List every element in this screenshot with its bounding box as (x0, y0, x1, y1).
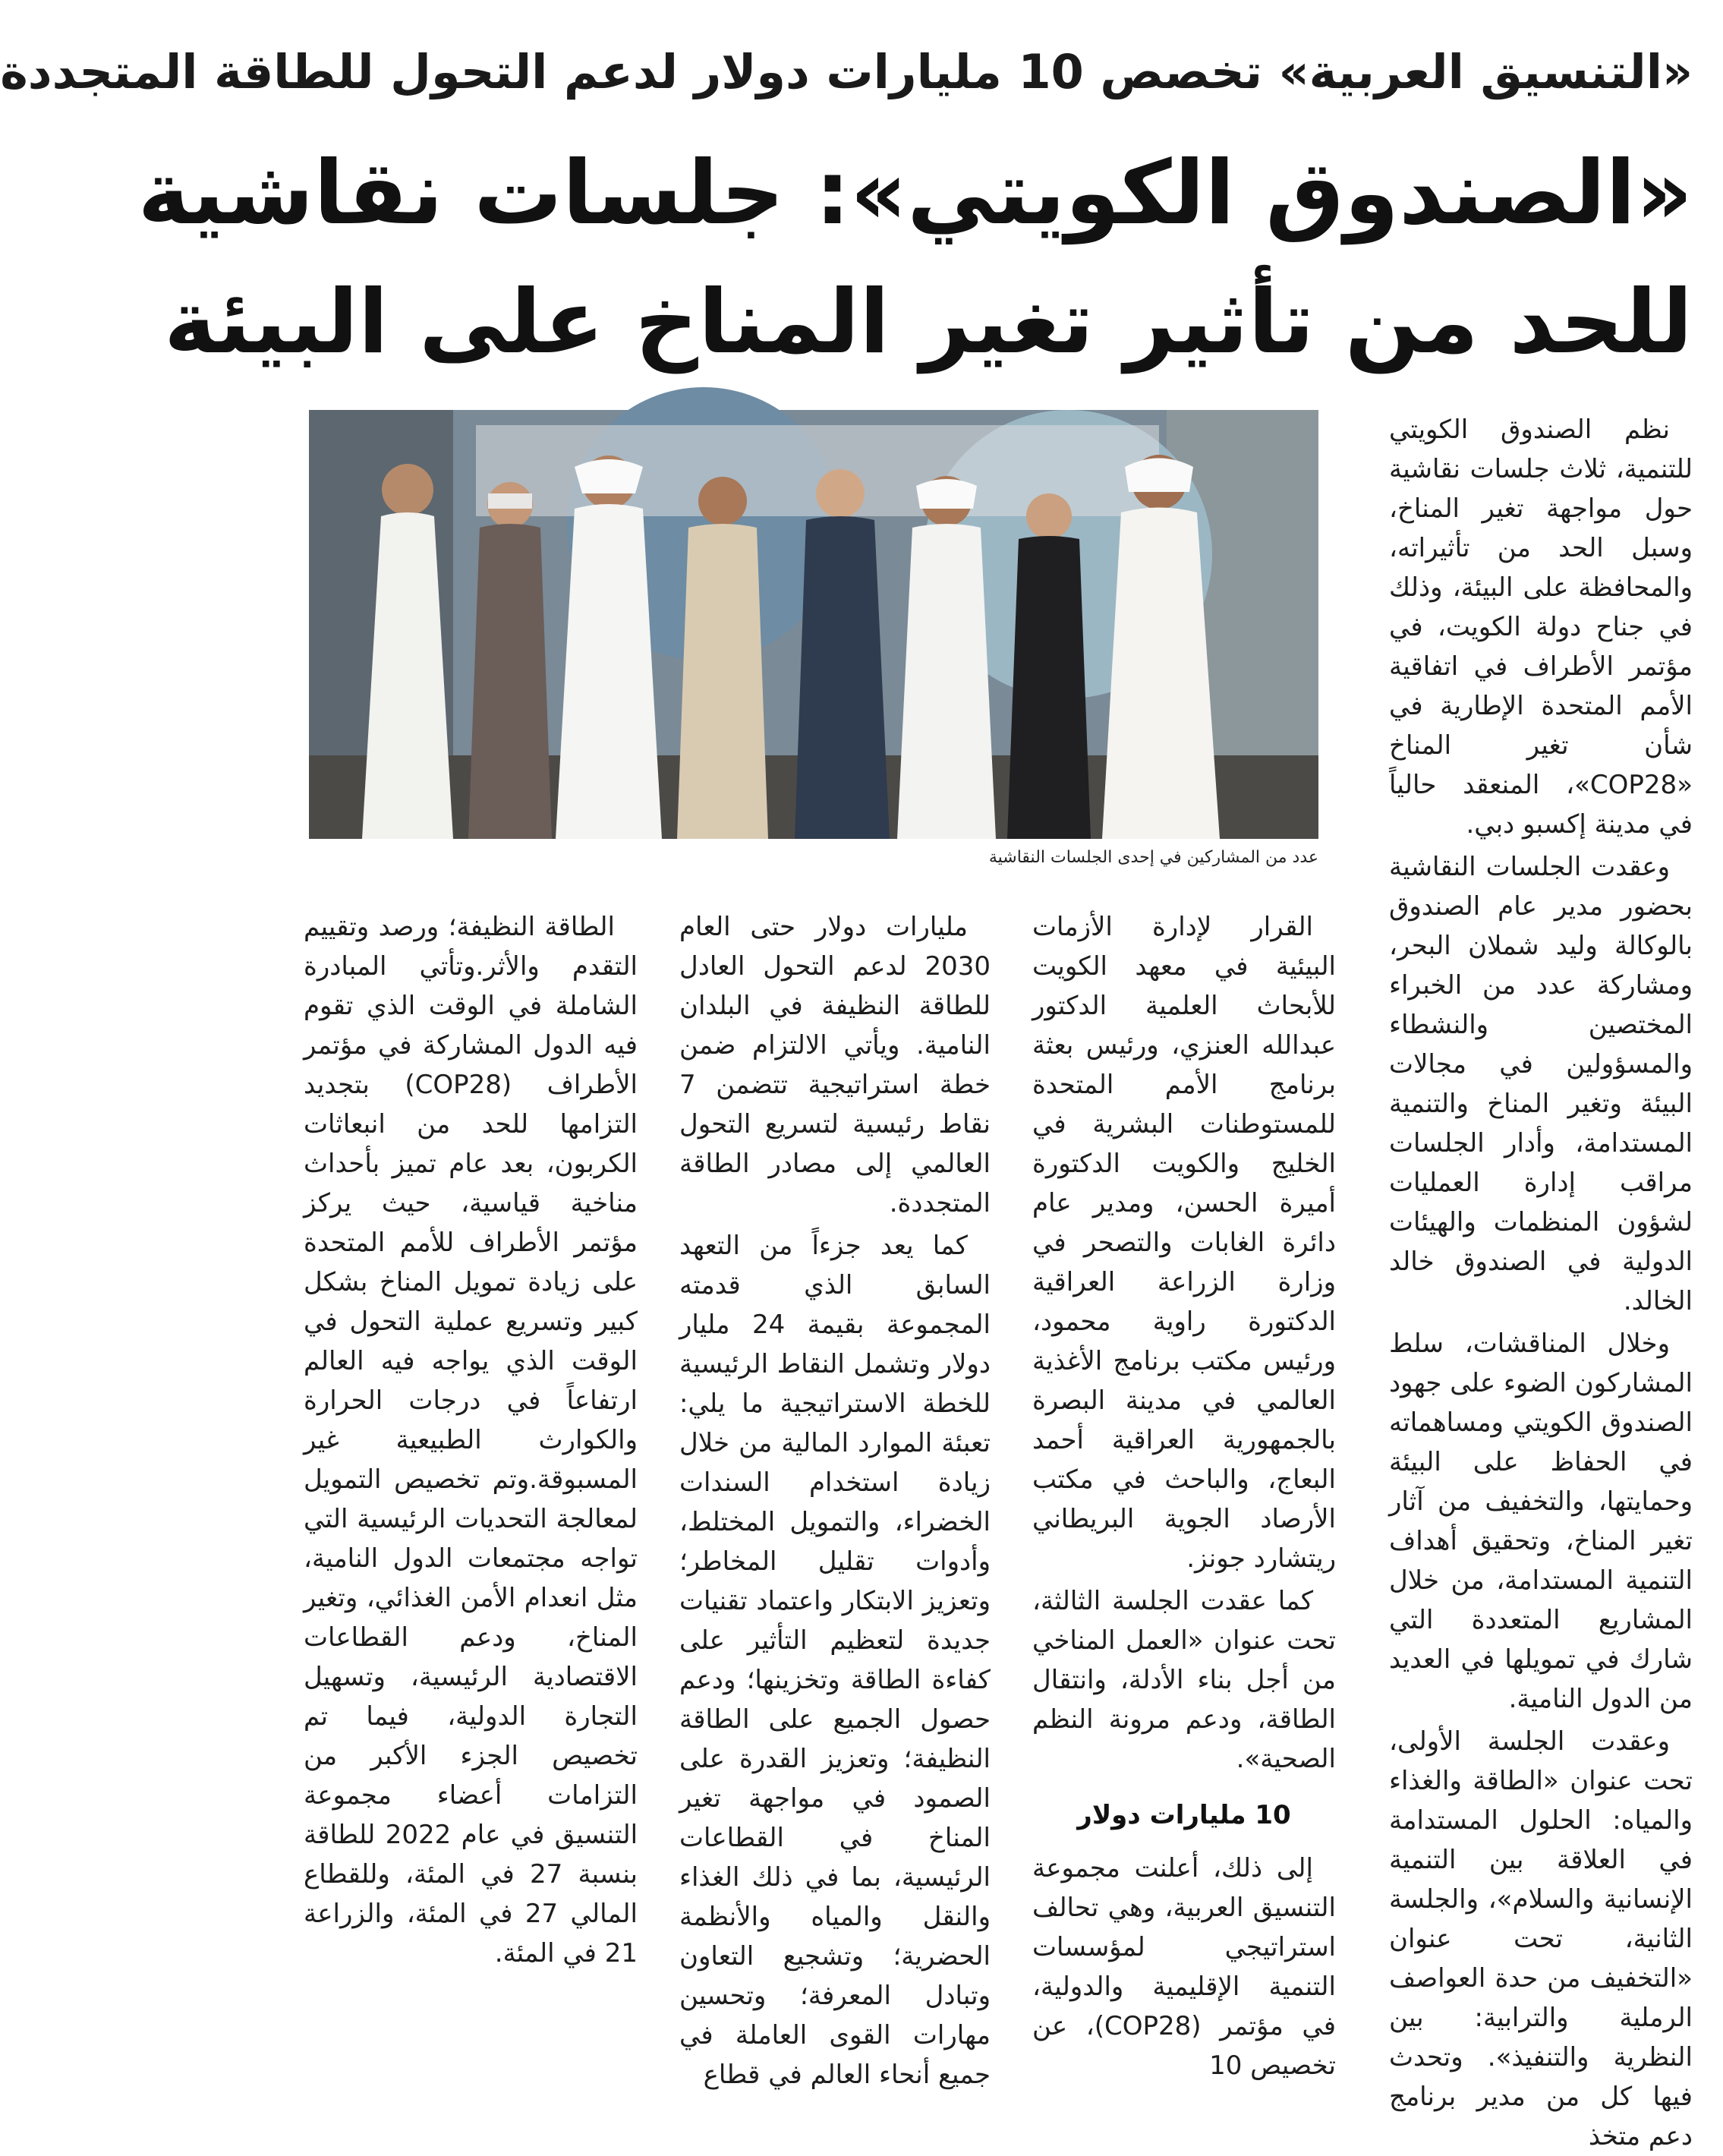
photo-caption: عدد من المشاركين في إحدى الجلسات النقاشية (988, 848, 1318, 867)
headline-line-1: «الصندوق الكويتي»: جلسات نقاشية (137, 142, 1693, 244)
section-subheading: 10 مليارات دولار (1077, 1800, 1291, 1830)
article-column-3 (679, 907, 991, 2090)
paragraph: وخلال المناقشات، سلط المشاركون الضوء على جهود الصندوق الكويتي ومساهماته في الحفاظ على البيئة وحمايتها، والتخفيف من آثار تغير المناخ، وتحقيق أهداف التنمية المستدامة، من خلال المشاريع المتعددة التي شارك في تمويلها في العديد من الدول النامية. (1389, 1329, 1693, 1714)
headline-line-2: للحد من تأثير تغير المناخ على البيئة (163, 271, 1693, 374)
paragraph: وعقدت الجلسات النقاشية بحضور مدير عام الصندوق بالوكالة وليد شملان البحر، ومشاركة عدد من الخبراء المختصين والنشطاء والمسؤولين في مجالات البيئة وتغير المناخ والتنمية المستدامة، وأدار الجلسات مراقب إدارة العمليات لشؤون المنظمات والهيئات الدولية في الصندوق خالد الخالد. (1389, 852, 1693, 1316)
article-column-2 (1032, 907, 1336, 2081)
photo-illustration (309, 410, 1318, 839)
article-column-4 (304, 907, 638, 1968)
paragraph: مليارات دولار حتى العام 2030 لدعم التحول العادل للطاقة النظيفة في البلدان النامية. ويأتي الالتزام ضمن خطة استراتيجية تتضمن 7 نقاط رئيسية لتسريع التحول العالمي إلى مصادر الطاقة المتجددة. (679, 912, 991, 1218)
paragraph: الطاقة النظيفة؛ ورصد وتقييم التقدم والأثر.وتأتي المبادرة الشاملة في الوقت الذي تقوم فيه الدول المشاركة في مؤتمر الأطراف (COP28) بتجديد التزامها للحد من انبعاثات الكربون، بعد عام تميز بأحداث مناخية قياسية، حيث يركز مؤتمر الأطراف للأمم المتحدة على زيادة تمويل المناخ بشكل كبير وتسريع عملية التحول في الوقت الذي يواجه فيه العالم ارتفاعاً في درجات الحرارة والكوارث الطبيعية غير المسبوقة.وتم تخصيص التمويل لمعالجة التحديات الرئيسية التي تواجه مجتمعات الدول النامية، مثل انعدام الأمن الغذائي، وتغير المناخ، ودعم القطاعات الاقتصادية الرئيسية، وتسهيل التجارة الدولية، فيما تم تخصيص الجزء الأكبر من التزامات أعضاء مجموعة التنسيق في عام 2022 للطاقة بنسبة 27 في المئة، وللقطاع المالي 27 في المئة، والزراعة 21 في المئة. (304, 912, 638, 1968)
event-photo (309, 410, 1318, 839)
main-headline (137, 129, 1693, 387)
paragraph: نظم الصندوق الكويتي للتنمية، ثلاث جلسات نقاشية حول مواجهة تغير المناخ، وسبل الحد من تأثيراته، والمحافظة على البيئة، وذلك في جناح دولة الكويت، في مؤتمر الأطراف في اتفاقية الأمم المتحدة الإطارية في شأن تغير المناخ «COP28»، المنعقد حالياً في مدينة إكسبو دبي. (1389, 414, 1693, 840)
paragraph: كما عقدت الجلسة الثالثة، تحت عنوان «العمل المناخي من أجل بناء الأدلة، وانتقال الطاقة، ودعم مرونة النظم الصحية». (1032, 1586, 1336, 1774)
paragraph: وعقدت الجلسة الأولى، تحت عنوان «الطاقة والغذاء والمياه: الحلول المستدامة في العلاقة بين التنمية الإنسانية والسلام»، والجلسة الثانية، تحت عنوان «التخفيف من حدة العواصف الرملية والترابية: بين النظرية والتنفيذ». وتحدث فيها كل من مدير برنامج دعم متخذ (1389, 1726, 1693, 2151)
kicker-headline: «التنسيق العربية» تخصص 10 مليارات دولار لدعم التحول للطاقة المتجددة (0, 44, 1693, 99)
article-column-1 (1389, 410, 1693, 2151)
paragraph: القرار لإدارة الأزمات البيئية في معهد الكويت للأبحاث العلمية الدكتور عبدالله العنزي، ورئيس بعثة برنامج الأمم المتحدة للمستوطنات البشرية في الخليج والكويت الدكتورة أميرة الحسن، ومدير عام دائرة الغابات والتصحر في وزارة الزراعة العراقية الدكتورة راوية محمود، ورئيس مكتب برنامج الأغذية العالمي في مدينة البصرة بالجمهورية العراقية أحمد البعاج، والباحث في مكتب الأرصاد الجوية البريطاني ريتشارد جونز. (1032, 912, 1336, 1574)
paragraph: إلى ذلك، أعلنت مجموعة التنسيق العربية، وهي تحالف استراتيجي لمؤسسات التنمية الإقليمية والدولية، في مؤتمر (COP28)، عن تخصيص 10 (1032, 1853, 1336, 2081)
paragraph: كما يعد جزءاً من التعهد السابق الذي قدمته المجموعة بقيمة 24 مليار دولار وتشمل النقاط الرئيسية للخطة الاستراتيجية ما يلي: تعبئة الموارد المالية من خلال زيادة استخدام السندات الخضراء، والتمويل المختلط، وأدوات تقليل المخاطر؛ وتعزيز الابتكار واعتماد تقنيات جديدة لتعظيم التأثير على كفاءة الطاقة وتخزينها؛ ودعم حصول الجميع على الطاقة النظيفة؛ وتعزيز القدرة على الصمود في مواجهة تغير المناخ في القطاعات الرئيسية، بما في ذلك الغذاء والنقل والمياه والأنظمة الحضرية؛ وتشجيع التعاون وتبادل المعرفة؛ وتحسين مهارات القوى العاملة في جميع أنحاء العالم في قطاع (679, 1231, 991, 2090)
